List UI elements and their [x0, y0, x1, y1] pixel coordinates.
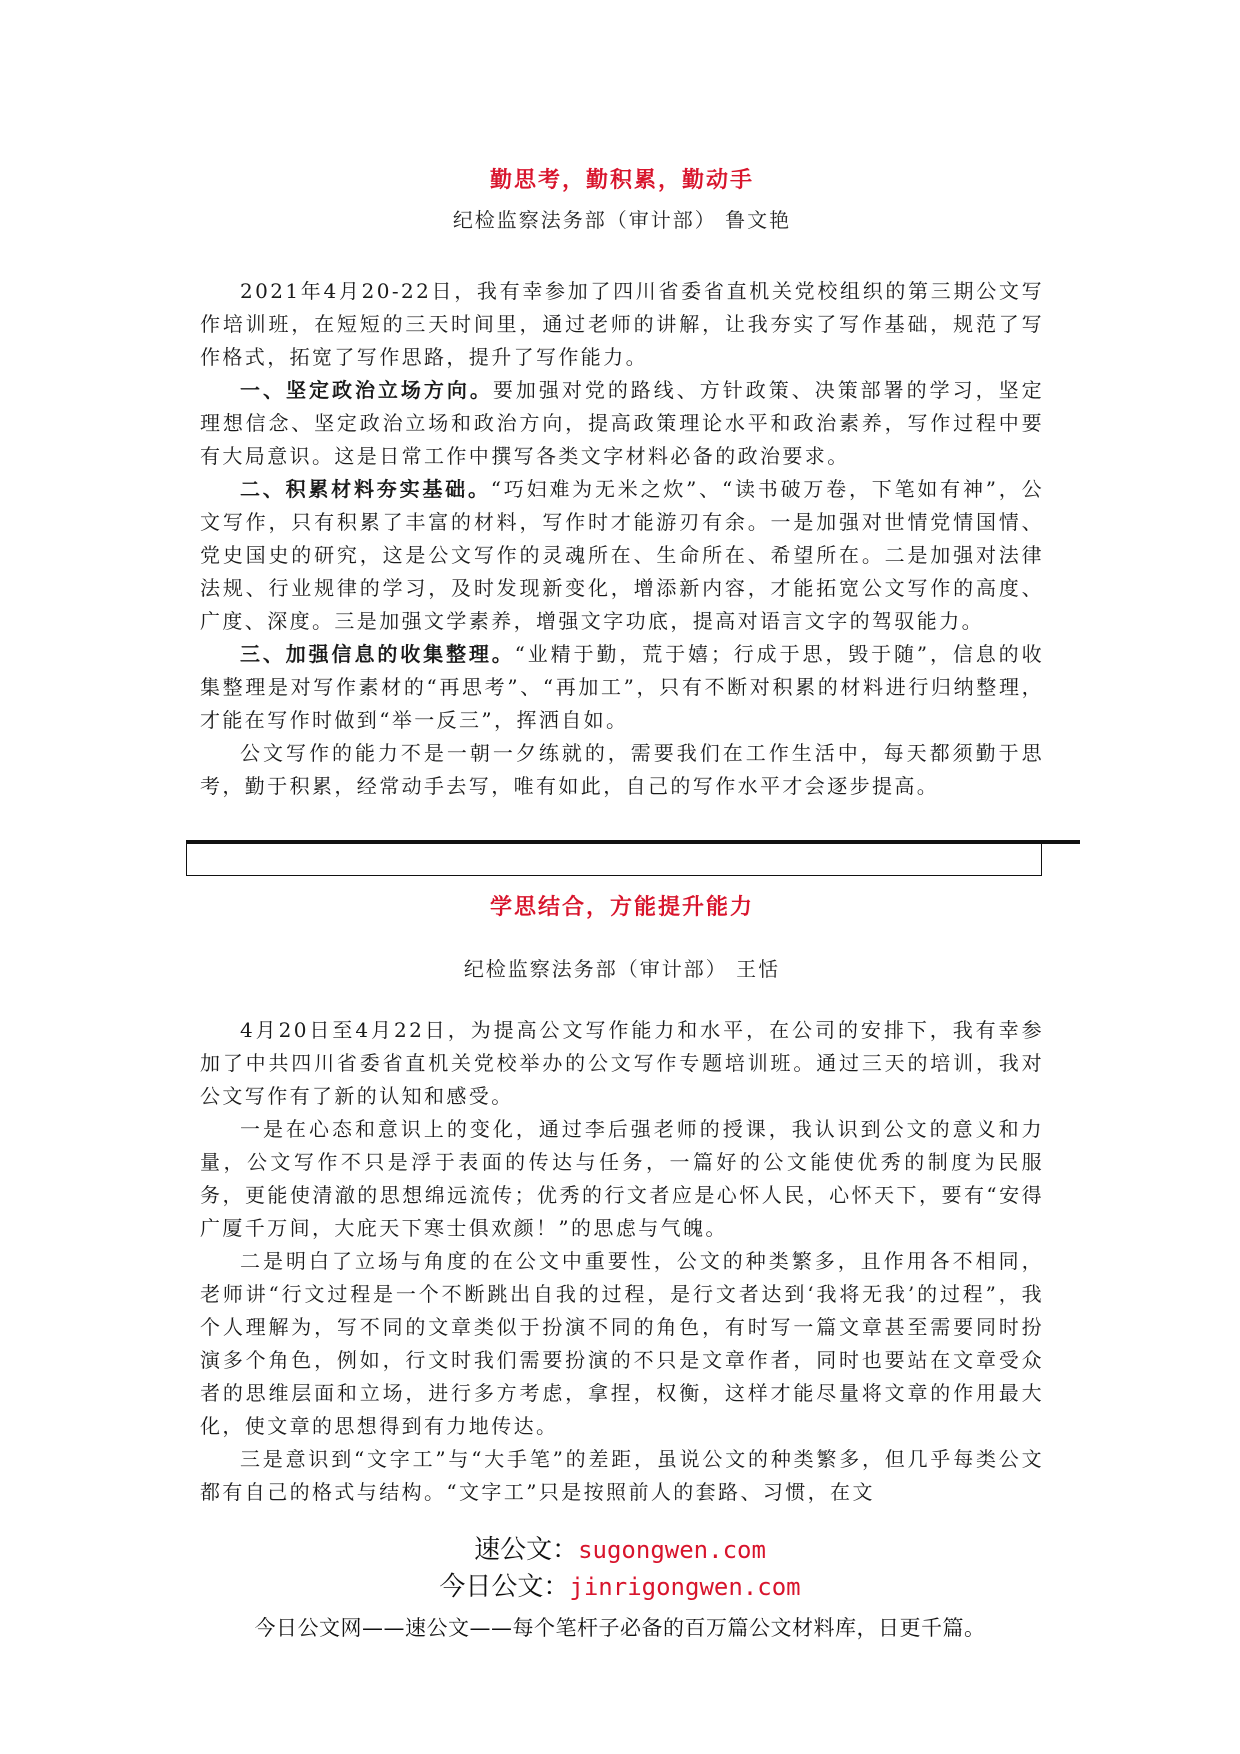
footer-jinrigongwen-label: 今日公文： [439, 1572, 570, 1602]
paragraph-text: 公文写作的能力不是一朝一夕练就的，需要我们在工作生活中，每天都须勤于思考，勤于积累，经常动手去写，唯有如此，自己的写作水平才会逐步提高。 [200, 741, 1044, 798]
article-2-paragraph [200, 1014, 1044, 1113]
paragraph-text: 2021年4月20-22日，我有幸参加了四川省委省直机关党校组织的第三期公文写作培训班，在短短的三天时间里，通过老师的讲解，让我夯实了写作基础，规范了写作格式，拓宽了写作思路，提升了写作能力。 [200, 279, 1044, 369]
article-2-paragraph [200, 1443, 1044, 1509]
footer-jinrigongwen [0, 1570, 1240, 1604]
article-2-title: 学思结合，方能提升能力 [489, 894, 754, 920]
article-1 [200, 165, 1044, 803]
article-1-body [200, 275, 1044, 803]
article-1-paragraph [200, 638, 1044, 737]
paragraph-text: 4月20日至4月22日，为提高公文写作能力和水平，在公司的安排下，我有幸参加了中共四川省委省直机关党校举办的公文写作专题培训班。通过三天的培训，我对公文写作有了新的认知和感受。 [200, 1018, 1044, 1108]
footer-sugongwen-label: 速公文： [474, 1535, 579, 1565]
paragraph-lead: 二、积累材料夯实基础。 [240, 477, 491, 501]
article-2 [200, 892, 1044, 1509]
section-divider-box [186, 844, 1042, 876]
paragraph-text: “业精于勤，荒于嬉；行成于思，毁于随”，信息的收集整理是对写作素材的“再思考”、“再加工”，只有不断对积累的材料进行归纳整理，才能在写作时做到“举一反三”，挥洒自如。 [200, 642, 1044, 732]
paragraph-text: 要加强对党的路线、方针政策、决策部署的学习，坚定理想信念、坚定政治立场和政治方向，提高政策理论水平和政治素养，写作过程中要有大局意识。这是日常工作中撰写各类文字材料必备的政治要求。 [200, 378, 1044, 468]
footer-sugongwen [0, 1533, 1240, 1567]
article-1-paragraph [200, 473, 1044, 638]
article-1-author: 纪检监察法务部（审计部） 鲁文艳 [452, 208, 792, 232]
paragraph-text: 一是在心态和意识上的变化，通过李后强老师的授课，我认识到公文的意义和力量，公文写作不只是浮于表面的传达与任务，一篇好的公文能使优秀的制度为民服务，更能使清澈的思想绵远流传；优秀的行文者应是心怀人民，心怀天下，要有“安得广厦千万间，大庇天下寒士俱欢颜！”的思虑与气魄。 [200, 1117, 1044, 1240]
footer-jinrigongwen-link[interactable]: jinrigongwen.com [569, 1573, 801, 1601]
footer-tagline: 今日公文网——速公文——每个笔杆子必备的百万篇公文材料库，日更千篇。 [254, 1616, 986, 1640]
article-1-paragraph [200, 737, 1044, 803]
paragraph-lead: 一、坚定政治立场方向。 [240, 378, 493, 402]
paragraph-text: “巧妇难为无米之炊”、“读书破万卷，下笔如有神”，公文写作，只有积累了丰富的材料，写作时才能游刃有余。一是加强对世情党情国情、党史国史的研究，这是公文写作的灵魂所在、生命所在、希望所在。二是加强对法律法规、行业规律的学习，及时发现新变化，增添新内容，才能拓宽公文写作的高度、广度、深度。三是加强文学素养，增强文字功底，提高对语言文字的驾驭能力。 [200, 477, 1044, 633]
article-2-paragraph [200, 1113, 1044, 1245]
paragraph-lead: 三、加强信息的收集整理。 [240, 642, 515, 666]
article-2-body [200, 1014, 1044, 1509]
paragraph-text: 三是意识到“文字工”与“大手笔”的差距，虽说公文的种类繁多，但几乎每类公文都有自己的格式与结构。“文字工”只是按照前人的套路、习惯，在文 [200, 1447, 1044, 1504]
article-2-author: 纪检监察法务部（审计部） 王恬 [463, 957, 781, 981]
article-1-paragraph [200, 275, 1044, 374]
article-2-paragraph [200, 1245, 1044, 1443]
footer-sugongwen-link[interactable]: sugongwen.com [578, 1536, 766, 1564]
paragraph-text: 二是明白了立场与角度的在公文中重要性，公文的种类繁多，且作用各不相同，老师讲“行文过程是一个不断跳出自我的过程，是行文者达到‘我将无我’的过程”，我个人理解为，写不同的文章类似于扮演不同的角色，有时写一篇文章甚至需要同时扮演多个角色，例如，行文时我们需要扮演的不只是文章作者，同时也要站在文章受众者的思维层面和立场，进行多方考虑，拿捏，权衡，这样才能尽量将文章的作用最大化，使文章的思想得到有力地传达。 [200, 1249, 1044, 1438]
article-1-title: 勤思考，勤积累，勤动手 [489, 167, 754, 193]
article-1-paragraph [200, 374, 1044, 473]
